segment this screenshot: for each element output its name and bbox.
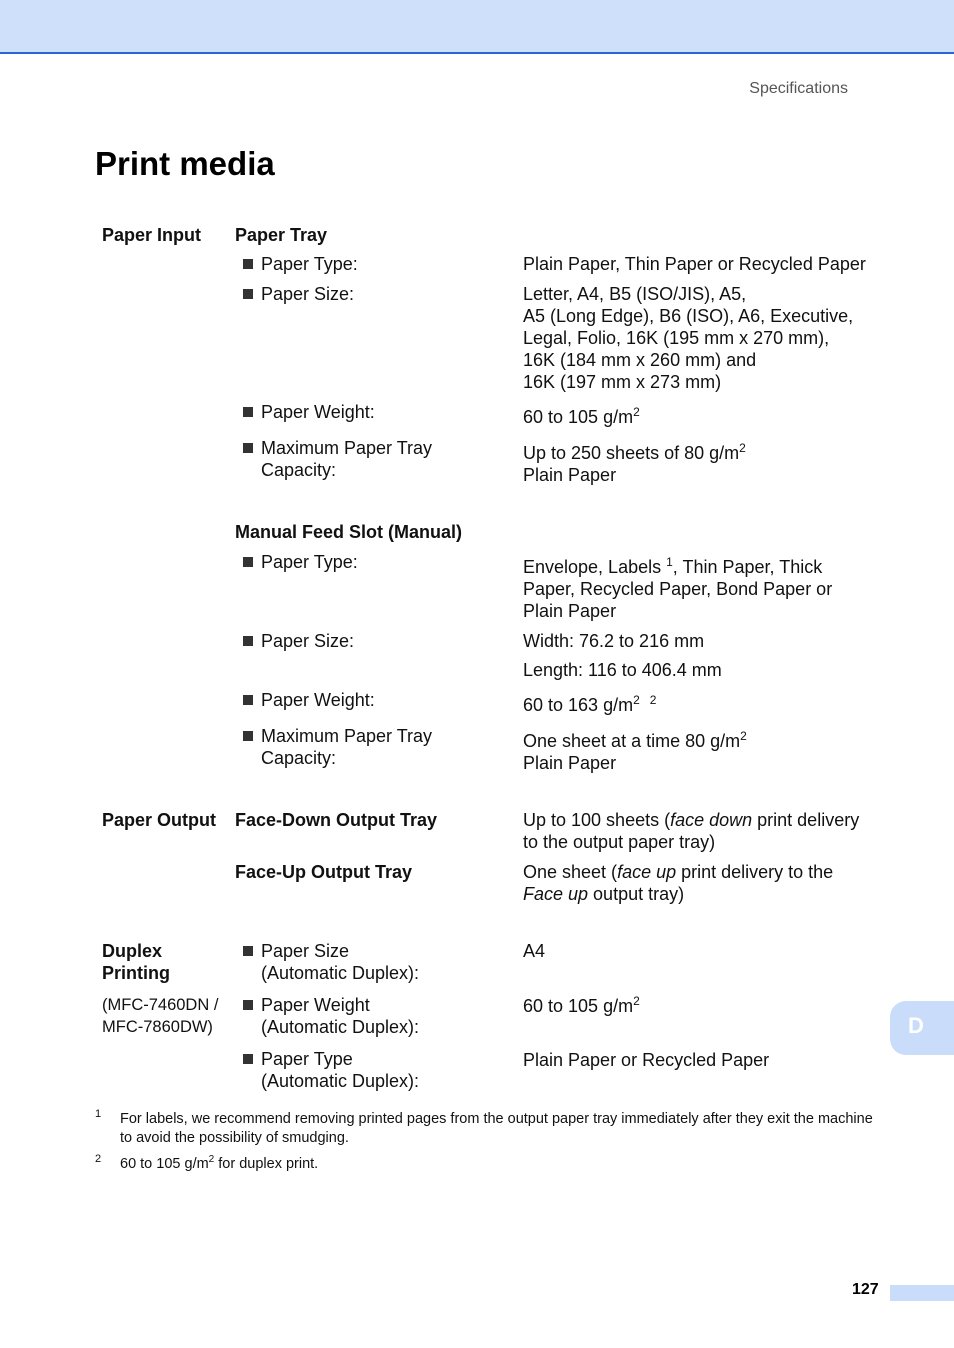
label-paper-type: Paper Type: [261,552,358,572]
value-face-down: Up to 100 sheets (face down print delivery [523,810,860,830]
footnote-number: 2 [95,1153,102,1165]
heading-face-up: Face-Up Output Tray [235,862,413,882]
value-duplex-size: A4 [523,941,546,961]
bullet-icon [243,557,253,567]
section-header: Specifications [749,80,848,97]
bullet-icon [243,407,253,417]
row-label-duplex: Printing [102,963,170,983]
value-paper-size-line: Letter, A4, B5 (ISO/JIS), A5, [523,284,747,304]
top-band [0,0,954,54]
page-title: Print media [95,145,275,182]
row-label-paper-output: Paper Output [102,810,217,830]
label-paper-weight: Paper Weight: [261,690,375,710]
row-label-paper-input: Paper Input [102,225,202,245]
page-number: 127 [852,1281,879,1298]
label-paper-weight: Paper Weight: [261,402,375,422]
duplex-models: MFC-7860DW) [102,1018,213,1036]
heading-manual-feed: Manual Feed Slot (Manual) [235,522,463,542]
bullet-icon [243,1054,253,1064]
heading-paper-tray: Paper Tray [235,225,328,245]
label-duplex-size: (Automatic Duplex): [261,963,420,983]
footnote-text: For labels, we recommend removing printed pages from the output paper tray immediately after they exit the machine [120,1111,873,1127]
label-duplex-weight: Paper Weight [261,995,370,1015]
value-paper-size-line: 16K (197 mm x 273 mm) [523,372,722,392]
bullet-icon [243,259,253,269]
value-paper-size-line: 16K (184 mm x 260 mm) and [523,350,757,370]
value-paper-type: Plain Paper [523,601,617,621]
value-paper-size-line: A5 (Long Edge), B6 (ISO), A6, Executive, [523,306,854,326]
value-capacity: Up to 250 sheets of 80 $g/m^2$ [523,441,746,463]
label-duplex-weight: (Automatic Duplex): [261,1017,420,1037]
value-capacity: Plain Paper [523,465,617,485]
label-paper-type: Paper Type: [261,254,358,274]
page-number-bar [890,1285,954,1301]
value-paper-type: Paper, Recycled Paper, Bond Paper or [523,579,833,599]
label-capacity: Maximum Paper Tray [261,726,433,746]
value-paper-weight: 60 to 105 $g/m^2$ [523,405,640,427]
footnote-ref: 2 [649,693,657,707]
bullet-icon [243,731,253,741]
bullet-icon [243,289,253,299]
heading-face-down: Face-Down Output Tray [235,810,438,830]
value-face-up: One sheet (face up print delivery to the [523,862,834,882]
value-paper-width: Width: 76.2 to 216 mm [523,631,705,651]
value-duplex-type: Plain Paper or Recycled Paper [523,1050,770,1070]
value-capacity: Plain Paper [523,753,617,773]
value-paper-weight: 60 to 163 $g/m^2$ $^2$ [523,693,657,715]
label-capacity: Capacity: [261,748,337,768]
label-paper-size: Paper Size: [261,631,355,651]
footnote-text: 60 to 105 $g/m^2$ for duplex print. [120,1154,319,1172]
chapter-tab-letter: D [908,1013,924,1038]
value-face-down: to the output paper tray) [523,832,716,852]
label-capacity: Maximum Paper Tray [261,438,433,458]
label-duplex-type: Paper Type [261,1049,353,1069]
value-paper-size-line: Legal, Folio, 16K (195 mm x 270 mm), [523,328,830,348]
value-paper-type: Envelope, Labels $^1$, Thin Paper, Thick [523,555,823,577]
value-capacity: One sheet at a time 80 $g/m^2$ [523,729,747,751]
label-capacity: Capacity: [261,460,337,480]
footnote-text: to avoid the possibility of smudging. [120,1130,349,1146]
label-duplex-type: (Automatic Duplex): [261,1071,420,1091]
label-duplex-size: Paper Size [261,941,350,961]
bullet-icon [243,636,253,646]
bullet-icon [243,443,253,453]
bullet-icon [243,1000,253,1010]
value-paper-length: Length: 116 to 406.4 mm [523,660,722,680]
duplex-models: (MFC-7460DN / [102,996,219,1014]
footnote-number: 1 [95,1108,102,1120]
bullet-icon [243,695,253,705]
bullet-icon [243,946,253,956]
label-paper-size: Paper Size: [261,284,355,304]
chapter-tab [890,1001,954,1055]
value-face-up: Face up output tray) [523,884,685,904]
value-duplex-weight: 60 to 105 $g/m^2$ [523,994,640,1016]
value-paper-type: Plain Paper, Thin Paper or Recycled Paper [523,254,866,274]
row-label-duplex: Duplex [102,941,163,961]
